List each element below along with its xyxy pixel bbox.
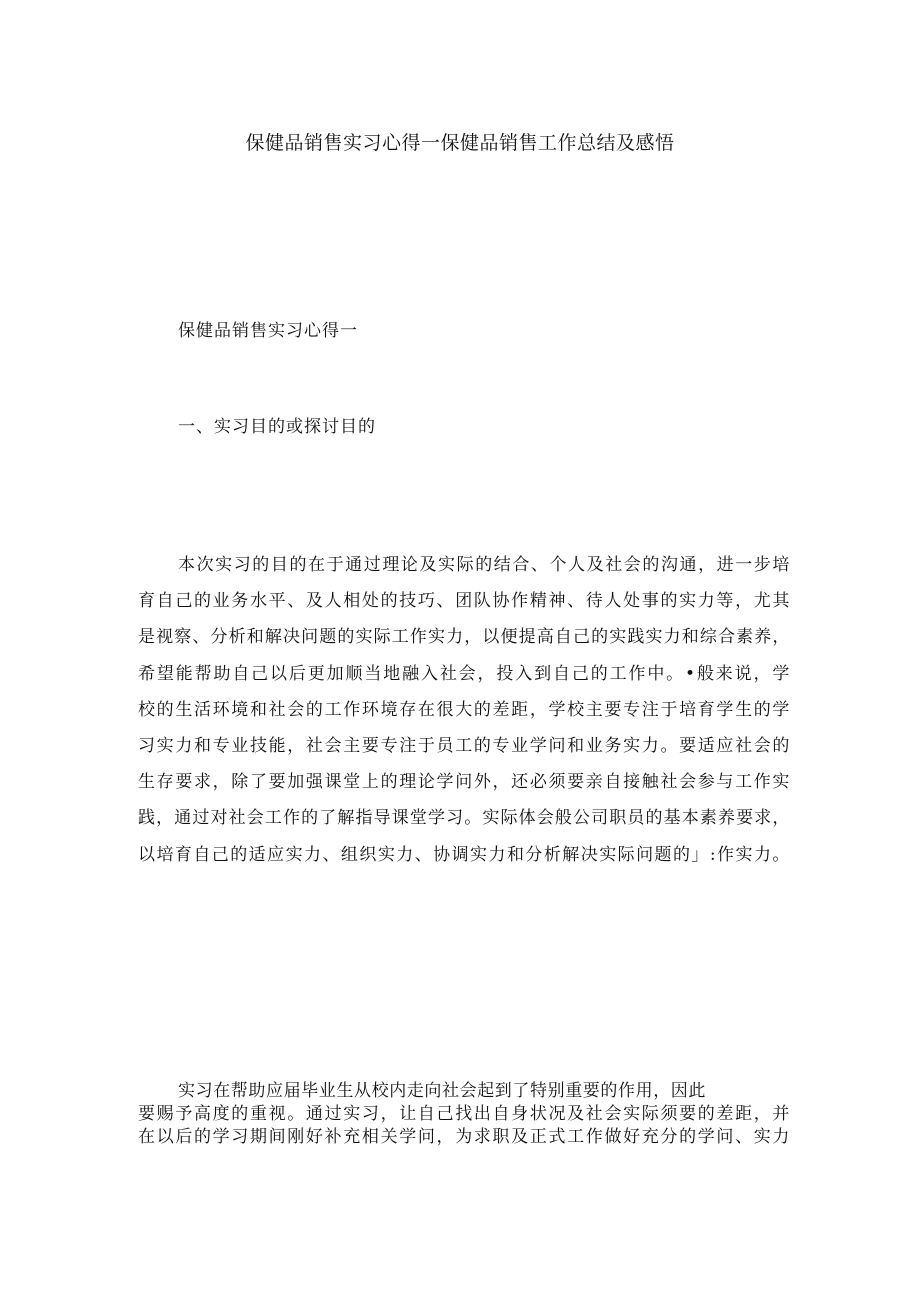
paragraph-line: 育自己的业务水平、及人相处的技巧、团队协作精神、待人处事的实力等，尤其	[138, 591, 790, 612]
paragraph-line: 践，通过对社会工作的了解指导课堂学习。实际体会般公司职员的基本素养要求，	[138, 808, 790, 829]
paragraph-line: 以培育自己的适应实力、组织实力、协调实力和分析解决实际问题的」:作实力。	[138, 844, 790, 865]
paragraph-line: 实习在帮助应届毕业生从校内走向社会起到了特别重要的作用，因此	[178, 1081, 706, 1101]
subsection-heading: 一、实习目的或探讨目的	[178, 417, 376, 437]
paragraph-line: 希望能帮助自己以后更加顺当地融入社会，投入到自己的工作中。•般来说，学	[138, 663, 790, 684]
paragraph-line: 要赐予高度的重视。通过实习，让自己找出自身状况及社会实际须要的差距，并	[138, 1104, 790, 1124]
paragraph-line: 习实力和专业技能，社会主要专注于员工的专业学问和业务实力。要适应社会的	[138, 735, 790, 756]
paragraph-line: 是视察、分析和解决问题的实际工作实力，以便提高自己的实践实力和综合素养，	[138, 627, 790, 648]
paragraph-line: 生存要求，除了要加强课堂上的理论学问外，还必须要亲自接触社会参与工作实	[138, 772, 790, 793]
paragraph-purpose	[138, 547, 790, 873]
paragraph-line: 本次实习的目的在于通过理论及实际的结合、个人及社会的沟通，进一步培	[178, 555, 790, 575]
document-title: 保健品销售实习心得一保健品销售工作总结及感悟	[245, 132, 675, 154]
paragraph-importance	[138, 1080, 790, 1149]
paragraph-line: 在以后的学习期间刚好补充相关学问，为求职及正式工作做好充分的学问、实力	[138, 1127, 790, 1147]
section-heading: 保健品销售实习心得一	[178, 321, 358, 341]
paragraph-line: 校的生活环境和社会的工作环境存在很大的差距，学校主要专注于培育学生的学	[138, 699, 790, 720]
